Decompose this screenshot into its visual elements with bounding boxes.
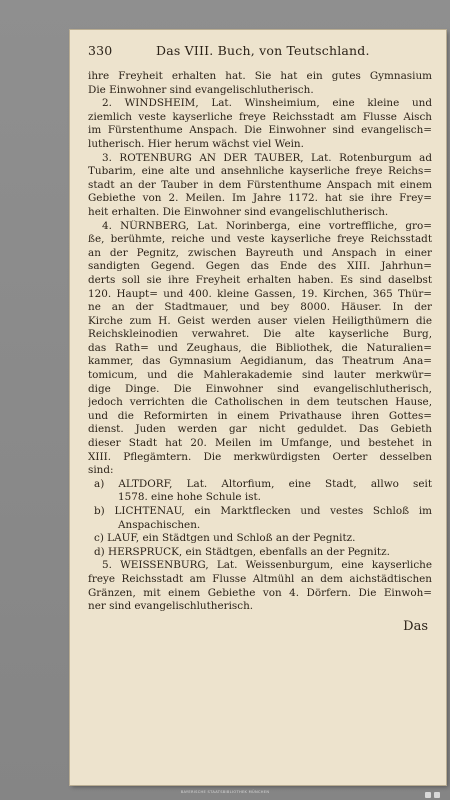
text-line: ne an der Stadtmauer, und bey 8000. Häuser. In der <box>88 301 432 314</box>
catchword: Das <box>403 618 428 634</box>
text-line: an der Pegnitz, zwischen Bayreuth und Anspach in einer <box>88 246 432 259</box>
text-line: Anspachischen. <box>118 518 201 531</box>
text-line: 3. ROTENBURG AN DER TAUBER, Lat. Rotenburgum ad <box>102 151 432 164</box>
book-page <box>70 30 446 785</box>
text-line: sind: <box>88 464 114 477</box>
text-line: Gebiethe von 2. Meilen. Im Jahre 1172. hat sie ihre Frey= <box>88 192 432 205</box>
cc-license-icon[interactable] <box>434 792 440 798</box>
text-line: 2. WINDSHEIM, Lat. Winsheimium, eine kleine und <box>102 97 432 110</box>
text-line: stadt an der Tauber in dem Fürstenthume Anspach mit einem <box>88 178 432 191</box>
body-text <box>88 70 432 614</box>
text-line: das Rath= und Zeughaus, die Bibliothek, die Naturalien= <box>88 341 432 354</box>
text-line: 1578. eine hohe Schule ist. <box>118 491 261 504</box>
info-icon[interactable] <box>425 792 431 798</box>
text-line: 5. WEISSENBURG, Lat. Weissenburgum, eine kayserliche <box>102 559 432 572</box>
text-line: Die Einwohner sind evangelischlutherisch. <box>88 83 314 96</box>
text-line: lutherisch. Hier herum wächst viel Wein. <box>88 137 304 150</box>
text-line: ihre Freyheit erhalten hat. Sie hat ein gutes Gymnasium <box>88 70 432 82</box>
text-line: dieser Stadt hat 20. Meilen im Umfange, und bestehet in <box>88 437 432 450</box>
running-head <box>88 44 432 64</box>
text-line: im Fürstenthume Anspach. Die Einwohner sind evangelisch= <box>88 124 432 137</box>
text-line: jedoch verrichten die Catholischen in dem teutschen Hause, <box>88 396 432 409</box>
running-title: Das VIII. Buch, von Teutschland. <box>156 43 370 58</box>
text-line: Kirche zum H. Geist werden auser vielen Heiligthümern die <box>88 314 432 327</box>
text-line: ner sind evangelischlutherisch. <box>88 600 254 613</box>
text-line: Tubarim, eine alte und ansehnliche kayserliche freye Reichs= <box>88 165 432 178</box>
text-line: 120. Haupt= und 400. kleine Gassen, 19. Kirchen, 365 Thür= <box>88 287 432 300</box>
text-line: XIII. Pflegämtern. Die merkwürdigsten Oerter desselben <box>88 450 432 463</box>
text-line: ße, berühmte, reiche und veste kayserliche freye Reichsstadt <box>88 233 432 246</box>
text-line: und die Reformirten in einem Privathause ihren Gottes= <box>88 409 432 422</box>
text-line: derts soll sie ihre Freyheit erhalten haben. Es sind daselbst <box>88 273 432 286</box>
text-line: Gränzen, mit einem Gebiethe von 4. Dörfern. Die Einwoh= <box>88 586 432 599</box>
viewer-footer <box>0 786 450 798</box>
text-line: c) LAUF, ein Städtgen und Schloß an der Pegnitz. <box>94 532 356 545</box>
text-line: 4. NÜRNBERG, Lat. Norinberga, eine vortreffliche, gro= <box>102 219 432 232</box>
text-line: dige Dinge. Die Einwohner sind evangelischlutherisch, <box>88 382 432 395</box>
page-content <box>88 44 432 771</box>
text-line: d) HERSPRUCK, ein Städtgen, ebenfalls an der Pegnitz. <box>94 545 390 558</box>
page-number: 330 <box>88 43 113 58</box>
text-line: b) LICHTENAU, ein Marktflecken und vestes Schloß im <box>94 505 432 517</box>
text-line: kammer, das Gymnasium Aegidianum, das Theatrum Ana= <box>88 355 432 368</box>
text-line: heit erhalten. Die Einwohner sind evangelischlutherisch. <box>88 205 389 218</box>
text-line: dienst. Juden werden gar nicht geduldet. Das Gebieth <box>88 423 432 436</box>
text-line: tomicum, und die Mahlerakademie sind lauter merkwür= <box>88 369 432 382</box>
text-line: ziemlich veste kayserliche freye Reichsstadt am Flusse Aisch <box>88 110 432 123</box>
footer-icons <box>425 792 440 798</box>
text-line: freye Reichsstadt am Flusse Altmühl an dem aichstädtischen <box>88 572 432 585</box>
text-line: a) ALTDORF, Lat. Altorfium, eine Stadt, allwo seit <box>94 477 432 490</box>
text-line: Reichskleinodien verwahret. Die alte kayserliche Burg, <box>88 328 432 341</box>
library-credit: BAYERISCHE STAATSBIBLIOTHEK MÜNCHEN <box>180 790 270 794</box>
text-line: sandigten Gegend. Gegen das Ende des XIII. Jahrhun= <box>88 260 432 273</box>
